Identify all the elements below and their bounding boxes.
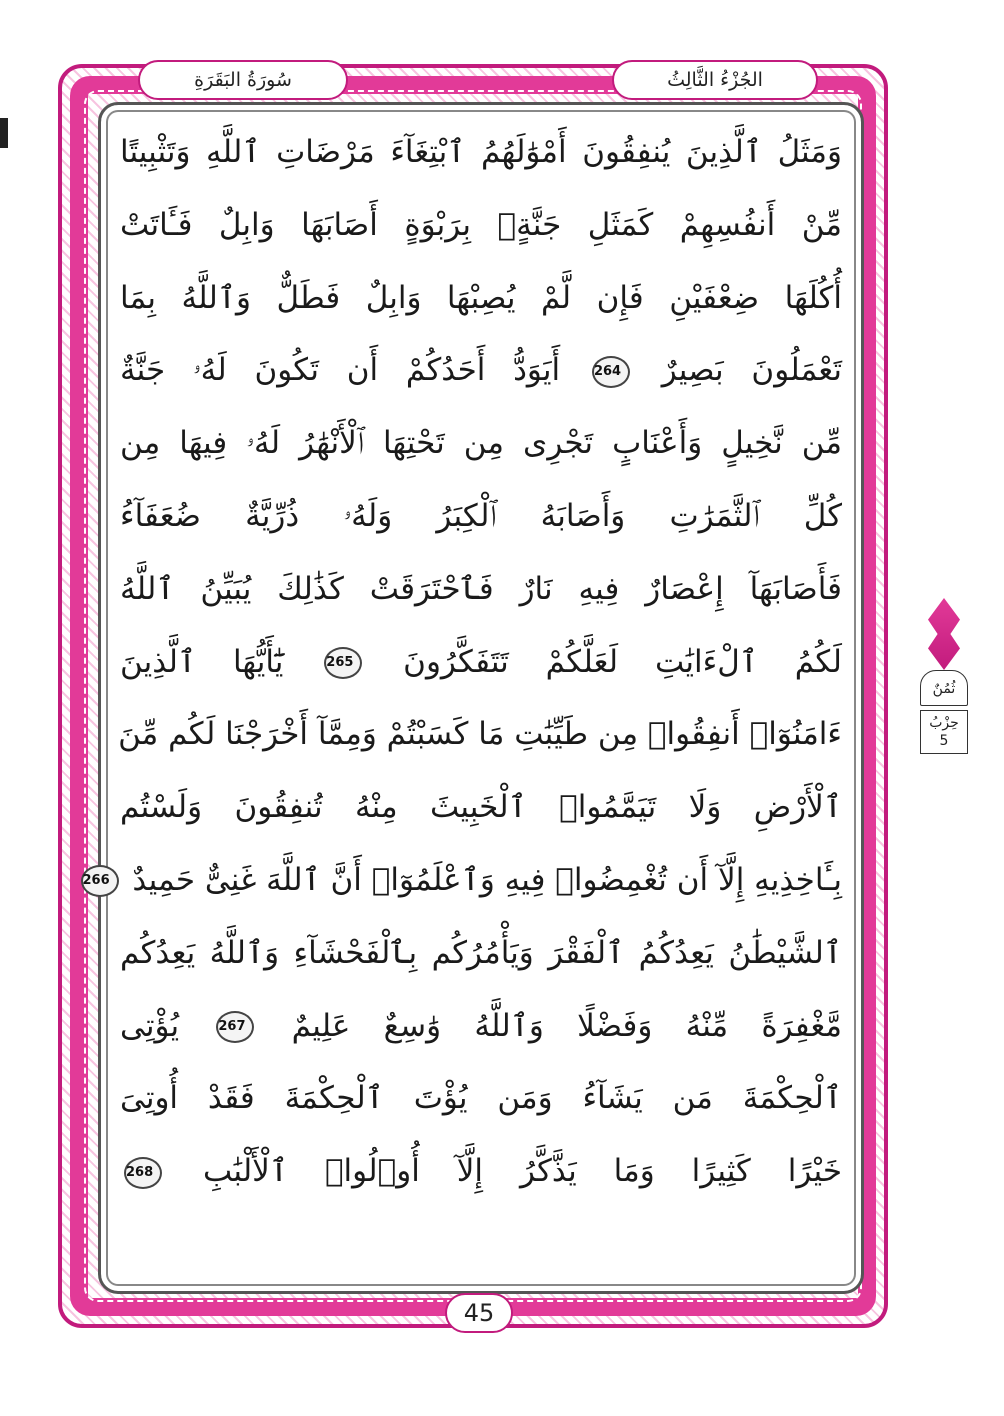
line-text: ءَامَنُوٓا۟ أَنفِقُوا۟ مِن طَيِّبَٰتِ مَا كَسَبْتُمْ وَمِمَّآ أَخْرَجْنَا لَكُم مِّنَ — [118, 716, 842, 753]
hizb-number: 5 — [939, 733, 949, 749]
line-text: أَيَوَدُّ أَحَدُكُمْ أَن تَكُونَ لَهُۥ جَنَّةٌ — [120, 352, 561, 389]
text-line — [120, 334, 842, 407]
juz-title: الجُزْءُ الثَّالِثُ — [612, 60, 818, 100]
text-line — [120, 116, 842, 189]
page-number: 45 — [445, 1293, 513, 1333]
line-text: يُؤْتِى — [120, 1007, 180, 1044]
line-text: مَّغْفِرَةً مِّنْهُ وَفَضْلًا وَٱللَّهُ وَٰسِعٌ عَلِيمٌ — [291, 1007, 843, 1044]
text-line — [120, 480, 842, 553]
text-line — [82, 844, 842, 917]
ayah-number-marker: 267 — [216, 1011, 254, 1043]
page-edge-mark — [0, 118, 8, 148]
ayah-number-marker: 266 — [81, 865, 119, 897]
line-text: مِّن نَّخِيلٍ وَأَعْنَابٍ تَجْرِى مِن تَحْتِهَا ٱلْأَنْهَٰرُ لَهُۥ فِيهَا مِن — [120, 425, 842, 462]
text-line — [120, 698, 842, 771]
text-line — [120, 917, 842, 990]
line-text: أُكُلَهَا ضِعْفَيْنِ فَإِن لَّمْ يُصِبْهَا وَابِلٌ فَطَلٌّ وَٱللَّهُ بِمَا — [120, 279, 842, 316]
text-line — [120, 189, 842, 262]
line-text: ٱلْأَرْضِ وَلَا تَيَمَّمُوا۟ ٱلْخَبِيثَ مِنْهُ تُنفِقُونَ وَلَسْتُم — [120, 789, 842, 826]
text-line — [120, 1062, 842, 1135]
line-text: فَأَصَابَهَآ إِعْصَارٌ فِيهِ نَارٌ فَٱحْتَرَقَتْ كَذَٰلِكَ يُبَيِّنُ ٱللَّهُ — [120, 570, 842, 607]
text-line — [120, 407, 842, 480]
quran-text — [82, 116, 843, 1208]
line-text: ٱلْحِكْمَةَ مَن يَشَآءُ وَمَن يُؤْتَ ٱلْحِكْمَةَ فَقَدْ أُوتِىَ — [120, 1080, 842, 1117]
line-text: وَمَثَلُ ٱلَّذِينَ يُنفِقُونَ أَمْوَٰلَهُمُ ٱبْتِغَآءَ مَرْضَاتِ ٱللَّهِ وَتَثْبِيتًا — [120, 134, 842, 170]
text-line — [120, 990, 842, 1063]
line-text: تَعْمَلُونَ بَصِيرٌ — [661, 352, 842, 389]
surah-title: سُورَةُ البَقَرَةِ — [138, 60, 348, 100]
ayah-number-marker: 265 — [324, 647, 362, 679]
line-text: كُلِّ ٱلثَّمَرَٰتِ وَأَصَابَهُ ٱلْكِبَرُ وَلَهُۥ ذُرِّيَّةٌ ضُعَفَآءُ — [120, 497, 842, 534]
ayah-number-marker: 268 — [124, 1157, 162, 1189]
line-text: يَٰٓأَيُّهَا ٱلَّذِينَ — [120, 643, 284, 680]
line-text: مِّنْ أَنفُسِهِمْ كَمَثَلِ جَنَّةٍۭ بِرَبْوَةٍ أَصَابَهَا وَابِلٌ فَـَٔاتَتْ — [120, 206, 842, 243]
text-line — [120, 771, 842, 844]
line-text: لَكُمُ ٱلْءَايَٰتِ لَعَلَّكُمْ تَتَفَكَّرُونَ — [403, 643, 842, 680]
hizb-side-marker — [914, 598, 974, 768]
ayah-number-marker: 264 — [592, 356, 630, 388]
hizb-label: حِزْبُ — [929, 715, 959, 731]
line-text: خَيْرًا كَثِيرًا وَمَا يَذَّكَّرُ إِلَّآ أُو۟لُوا۟ ٱلْأَلْبَٰبِ — [202, 1153, 842, 1190]
line-text: بِـَٔاخِذِيهِ إِلَّآ أَن تُغْمِضُوا۟ فِيهِ وَٱعْلَمُوٓا۟ أَنَّ ٱللَّهَ غَنِىٌّ حَمِيدٌ — [132, 861, 842, 898]
ornament-icon — [928, 598, 960, 670]
hizb-label-box — [920, 710, 968, 754]
text-line — [120, 262, 842, 335]
text-line — [120, 626, 842, 699]
thumn-label: ثُمُنٌ — [920, 670, 968, 706]
text-line — [120, 553, 842, 626]
line-text: ٱلشَّيْطَٰنُ يَعِدُكُمُ ٱلْفَقْرَ وَيَأْمُرُكُم بِٱلْفَحْشَآءِ وَٱللَّهُ يَعِدُكُم — [120, 934, 842, 971]
text-line — [120, 1135, 842, 1208]
